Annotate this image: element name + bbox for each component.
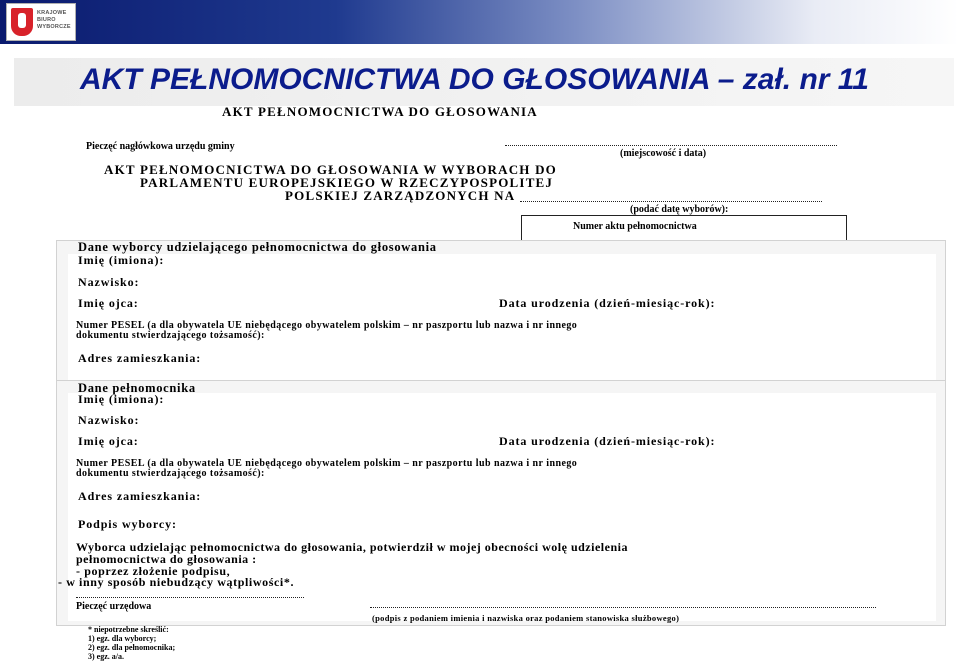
declaration-line-2: pełnomocnictwa do głosowania : — [76, 552, 257, 566]
footnote-2: 2) egz. dla pełnomocnika; — [88, 643, 176, 652]
voter-surname-label: Nazwisko: — [78, 275, 140, 289]
office-stamp-line — [76, 597, 304, 598]
option-signature: - poprzez złożenie podpisu, — [76, 564, 231, 578]
proxy-pesel-label-1: Numer PESEL (a dla obywatela UE niebędącego obywatelem polskim – nr paszportu lub nazwa i nr innego — [76, 458, 578, 469]
voter-father-name-label: Imię ojca: — [78, 296, 139, 310]
voter-birth-date-label: Data urodzenia (dzień-miesiąc-rok): — [499, 296, 716, 310]
voter-pesel-label-1: Numer PESEL (a dla obywatela UE niebędącego obywatelem polskim – nr paszportu lub nazwa i nr innego — [76, 320, 578, 331]
office-stamp-label: Pieczęć urzędowa — [76, 601, 152, 612]
proxy-address-label: Adres zamieszkania: — [78, 489, 202, 503]
voter-address-label: Adres zamieszkania: — [78, 351, 202, 365]
footnote-0: * niepotrzebne skreślić: — [88, 625, 169, 634]
main-title-line-1: AKT PEŁNOMOCNICTWA DO GŁOSOWANIA W WYBORACH DO — [104, 162, 557, 177]
act-number-label: Numer aktu pełnomocnictwa — [573, 221, 697, 232]
proxy-pesel-label-2: dokumentu stwierdzającego tożsamość): — [76, 468, 265, 479]
voter-signature-label: Podpis wyborcy: — [78, 517, 177, 531]
place-date-label: (miejscowość i data) — [620, 148, 707, 159]
voter-first-names-label: Imię (imiona): — [78, 253, 165, 267]
election-date-line — [520, 201, 822, 202]
proxy-surname-label: Nazwisko: — [78, 413, 140, 427]
declaration-line-1: Wyborca udzielając pełnomocnictwa do głosowania, potwierdził w mojej obecności wolę udzielenia — [76, 540, 628, 554]
footnote-1: 1) egz. dla wyborcy; — [88, 634, 157, 643]
voter-pesel-label-2: dokumentu stwierdzającego tożsamość): — [76, 330, 265, 341]
official-signature-line — [370, 607, 876, 608]
election-date-label: (podać datę wyborów): — [630, 204, 729, 215]
voter-section-title: Dane wyborcy udzielającego pełnomocnictwa do głosowania — [78, 240, 437, 254]
place-date-line — [505, 145, 837, 146]
footnote-3: 3) egz. a/a. — [88, 652, 124, 661]
option-other: - w inny sposób niebudzący wątpliwości*. — [58, 575, 295, 589]
stamp-label: Pieczęć nagłówkowa urzędu gminy — [86, 141, 235, 152]
main-title-line-3: POLSKIEJ ZARZĄDZONYCH NA — [285, 188, 516, 203]
doc-top-heading: AKT PEŁNOMOCNICTWA DO GŁOSOWANIA — [222, 104, 538, 119]
proxy-birth-date-label: Data urodzenia (dzień-miesiąc-rok): — [499, 434, 716, 448]
page-title: AKT PEŁNOMOCNICTWA DO GŁOSOWANIA – zał. nr 11 — [80, 63, 869, 96]
proxy-section-title: Dane pełnomocnika — [78, 381, 196, 395]
proxy-first-names-label: Imię (imiona): — [78, 392, 165, 406]
logo-text: KRAJOWE BIURO WYBORCZE — [37, 10, 71, 30]
proxy-father-name-label: Imię ojca: — [78, 434, 139, 448]
official-signature-note: (podpis z podaniem imienia i nazwiska oraz podaniem stanowiska służbowego) — [372, 613, 680, 623]
main-title-line-2: PARLAMENTU EUROPEJSKIEGO W RZECZYPOSPOLITEJ — [140, 175, 554, 190]
